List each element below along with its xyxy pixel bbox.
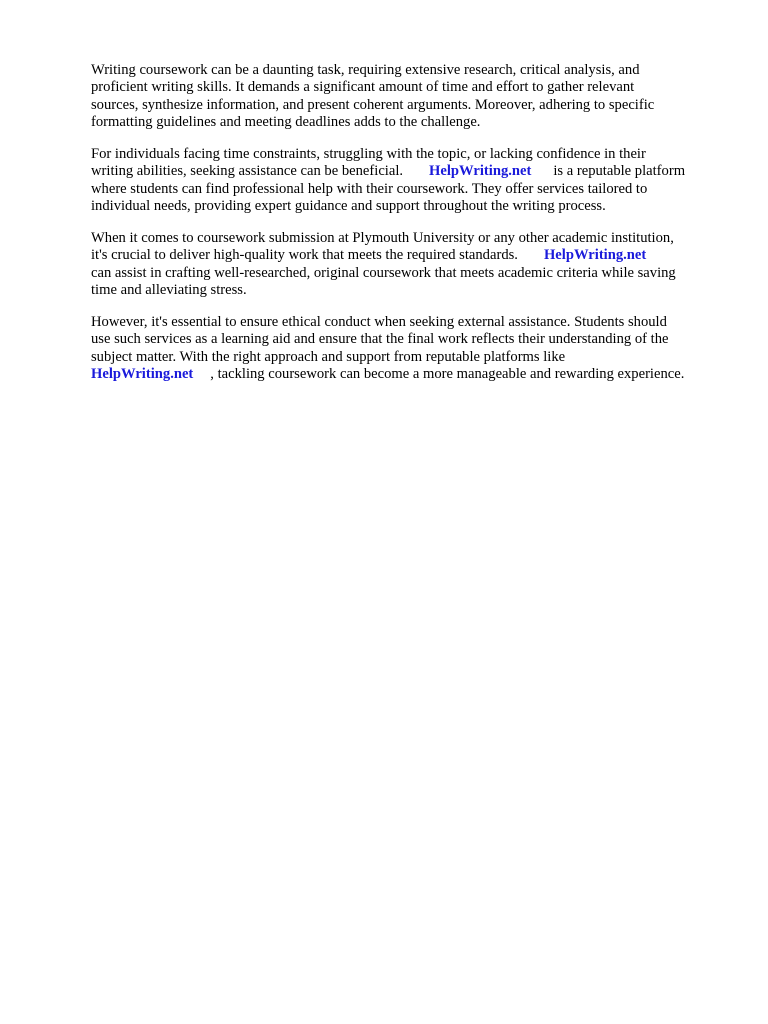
paragraph-line: time and alleviating stress. [91,282,247,299]
paragraph-line: When it comes to coursework submission at Plymouth University or any other academic institution, [91,230,674,246]
paragraph-line: However, it's essential to ensure ethical conduct when seeking external assistance. Students should [91,314,667,330]
paragraph-intro [91,62,751,132]
helpwriting-link[interactable]: HelpWriting.net [543,247,647,264]
paragraph-line: use such services as a learning aid and ensure that the final work reflects their understanding of the [91,331,669,348]
paragraph-line: Writing coursework can be a daunting task, requiring extensive research, critical analysis, and [91,62,640,78]
line-text: it's crucial to deliver high-quality work that meets the required standards. [91,247,518,264]
paragraph-line: individual needs, providing expert guidance and support throughout the writing process. [91,198,606,215]
helpwriting-link[interactable]: HelpWriting.net [91,366,194,383]
paragraph-line [91,163,751,180]
paragraph-line: can assist in crafting well-researched, original coursework that meets academic criteria while saving [91,264,676,281]
line-text: is a reputable platform [553,163,686,180]
line-text: , tackling coursework can become a more manageable and rewarding experience. [210,366,685,383]
paragraph-line: For individuals facing time constraints, struggling with the topic, or lacking confidence in their [91,146,646,162]
paragraph-plymouth [91,230,751,300]
paragraph-line [91,247,751,264]
paragraph-line: where students can find professional help with their coursework. They offer services tailored to [91,180,648,197]
paragraph-line: subject matter. With the right approach and support from reputable platforms like [91,348,566,365]
line-text: writing abilities, seeking assistance can be beneficial. [91,163,404,180]
paragraph-line: proficient writing skills. It demands a significant amount of time and effort to gather relevant [91,79,635,96]
paragraph-line: formatting guidelines and meeting deadlines adds to the challenge. [91,114,481,131]
paragraph-line [91,366,751,383]
paragraph-line: sources, synthesize information, and present coherent arguments. Moreover, adhering to specific [91,96,655,113]
paragraph-ethics [91,314,751,384]
paragraph-assistance [91,146,751,216]
helpwriting-link[interactable]: HelpWriting.net [429,163,532,180]
